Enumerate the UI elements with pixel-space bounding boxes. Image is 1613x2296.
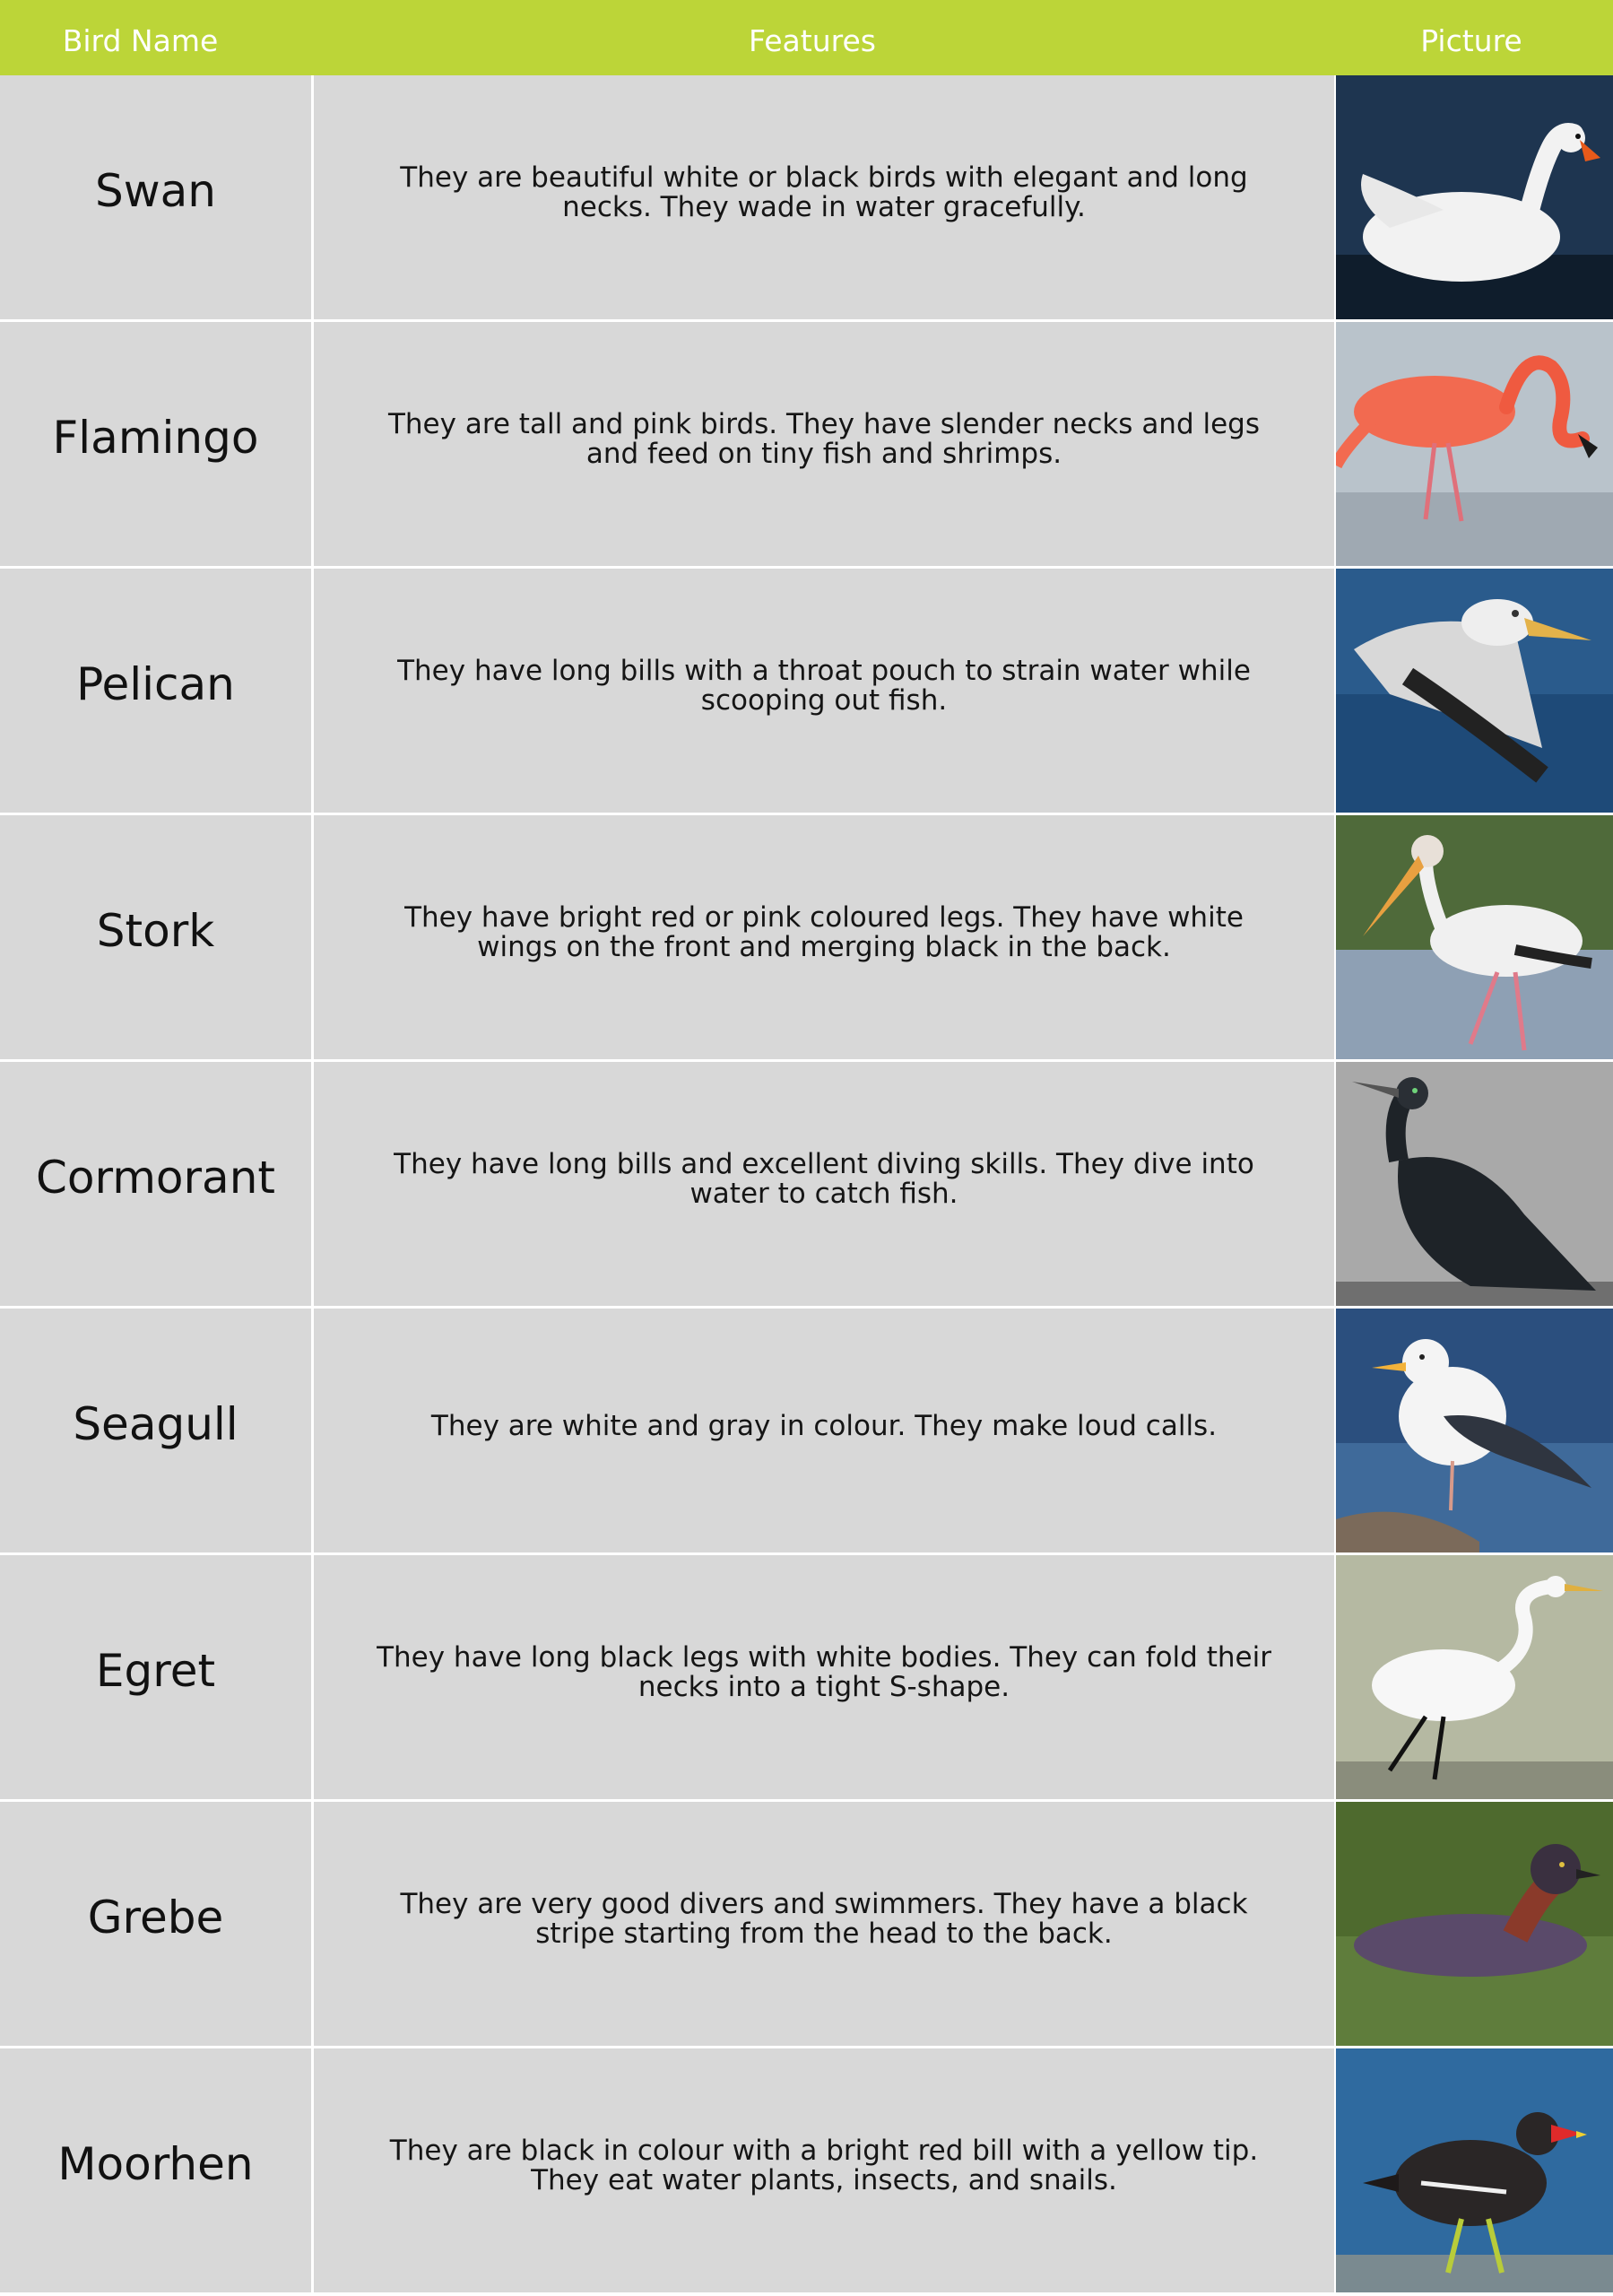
table-row [0,1309,1613,1552]
bird-features: They are white and gray in colour. They make loud calls. [314,1309,1334,1552]
swan-photo [1336,75,1613,319]
grebe-photo [1336,1802,1613,2046]
table-row [0,1062,1613,1306]
cormorant-photo [1336,1062,1613,1306]
table-header [0,0,1613,75]
table-row [0,1802,1613,2046]
bird-features: They have bright red or pink coloured legs. They have white wings on the front and merging black in the back. [314,815,1334,1059]
bird-features: They are tall and pink birds. They have slender necks and legs and feed on tiny fish and shrimps. [314,322,1334,566]
bird-features: They are very good divers and swimmers. They have a black stripe starting from the head to the back. [314,1802,1334,2046]
bird-name: Pelican [0,569,311,813]
table-row [0,569,1613,813]
table-row [0,1555,1613,1799]
bird-features: They have long bills and excellent diving skills. They dive into water to catch fish. [314,1062,1334,1306]
header-features: Features [749,23,876,58]
header-bird-name: Bird Name [62,23,219,58]
bird-name: Stork [0,815,311,1059]
table-row [0,75,1613,319]
seagull-photo [1336,1309,1613,1552]
table-row [0,815,1613,1059]
bird-name: Swan [0,75,311,319]
bird-features: They are black in colour with a bright red bill with a yellow tip. They eat water plants, insects, and snails. [314,2048,1334,2292]
table-row [0,2048,1613,2292]
table-row [0,322,1613,566]
pelican-photo [1336,569,1613,813]
bird-name: Flamingo [0,322,311,566]
header-picture: Picture [1420,23,1522,58]
bird-name: Grebe [0,1802,311,2046]
bird-features: They have long bills with a throat pouch to strain water while scooping out fish. [314,569,1334,813]
bird-name: Seagull [0,1309,311,1552]
stork-photo [1336,815,1613,1059]
bird-name: Moorhen [0,2048,311,2292]
bird-name: Cormorant [0,1062,311,1306]
moorhen-photo [1336,2048,1613,2292]
bird-features: They have long black legs with white bodies. They can fold their necks into a tight S-shape. [314,1555,1334,1799]
egret-photo [1336,1555,1613,1799]
bird-name: Egret [0,1555,311,1799]
flamingo-photo [1336,322,1613,566]
bird-features: They are beautiful white or black birds with elegant and long necks. They wade in water gracefully. [314,75,1334,319]
